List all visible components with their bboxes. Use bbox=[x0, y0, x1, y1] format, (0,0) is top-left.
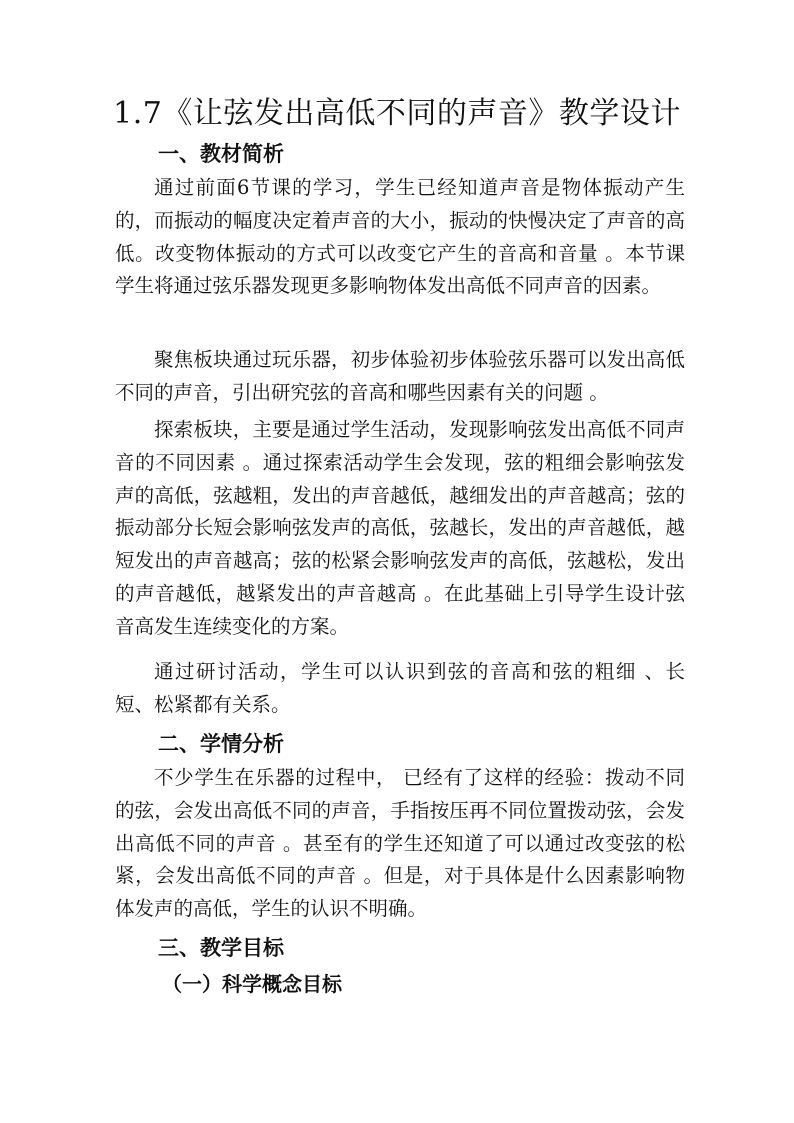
paragraph-discussion-module: 通过研讨活动，学生可以认识到弦的音高和弦的粗细 、长短、松紧都有关系。 bbox=[115, 660, 685, 716]
section-heading-teaching-goals: 三、教学目标 bbox=[158, 936, 284, 960]
paragraph-focus-module: 聚焦板块通过玩乐器，初步体验初步体验弦乐器可以发出高低不同的声音，引出研究弦的音高和哪些因素有关的问题 。 bbox=[115, 348, 685, 404]
paragraph-learner-analysis: 不少学生在乐器的过程中， 已经有了这样的经验：拨动不同的弦，会发出高低不同的声音，手指按压再不同位置拨动弦，会发出高低不同的声音 。甚至有的学生还知道了可以通过改变弦的松紧，会发出高低不同的声音 。但是，对于具体是什么因素影响物体发声的高低，学生的认识不明确。 bbox=[115, 766, 685, 921]
subheading-science-concept-goals: （一）科学概念目标 bbox=[162, 972, 342, 996]
document-title: 1.7《让弦发出高低不同的声音》教学设计 bbox=[113, 96, 681, 131]
section-heading-learner-analysis: 二、学情分析 bbox=[158, 732, 284, 756]
section-heading-materials: 一、教材简析 bbox=[158, 142, 284, 166]
paragraph-materials-intro: 通过前面6节课的学习，学生已经知道声音是物体振动产生的，而振动的幅度决定着声音的大小，振动的快慢决定了声音的高低。改变物体振动的方式可以改变它产生的音高和音量 。本节课学生将通过弦乐器发现更多影响物体发出高低不同声音的因素。 bbox=[115, 176, 685, 298]
paragraph-explore-module: 探索板块，主要是通过学生活动，发现影响弦发出高低不同声音的不同因素 。通过探索活动学生会发现，弦的粗细会影响弦发声的高低，弦越粗，发出的声音越低，越细发出的声音越高；弦的振动部分长短会影响弦发声的高低，弦越长，发出的声音越低，越短发出的声音越高；弦的松紧会影响弦发声的高低，弦越松，发出的声音越低，越紧发出的声音越高 。在此基础上引导学生设计弦音高发生连续变化的方案。 bbox=[115, 418, 685, 638]
